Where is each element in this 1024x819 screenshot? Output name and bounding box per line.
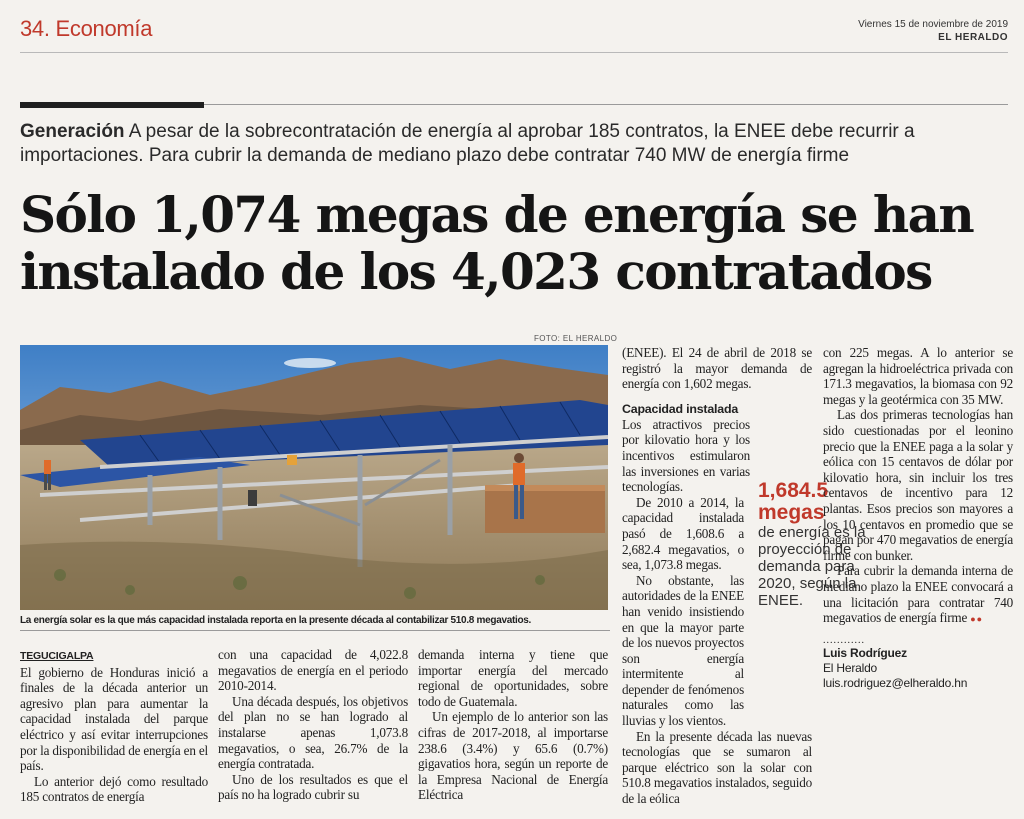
pull-quote-number: 1,684.5 megas <box>758 479 829 524</box>
article-deck <box>20 120 1010 168</box>
paragraph: Para cubrir la demanda interna de mediano plazo la ENEE convocará a una licitación para contratar 740 megavatios de energía firme <box>823 563 1013 626</box>
paragraph: Uno de los resultados es que el país no ha logrado cubrir su <box>218 771 408 803</box>
paragraph: demanda interna y tiene que importar energía del mercado regional de oportunidades, sobre todo de Guatemala. <box>418 647 608 709</box>
subheading: Capacidad instalada <box>622 401 739 416</box>
paragraph: con 225 megas. A lo anterior se agregan la hidroeléctrica privada con 171.3 megavatios, la biomasa con 92 megas y la geotérmica con 35 MW. <box>823 345 1013 407</box>
pull-quote-text: de energía es la proyección de demanda para 2020, según la ENEE. <box>758 524 866 609</box>
section-bar <box>20 102 204 108</box>
deck-label: Generación <box>20 121 125 142</box>
author-outlet: El Heraldo <box>823 660 878 675</box>
signature-divider: ............ <box>823 634 865 646</box>
deck-text: A pesar de la sobrecontratación de energía al aprobar 185 contratos, la ENEE debe recurrir a importaciones. Para cubrir la demanda de mediano plazo debe contratar 740 MW de energía firme <box>20 121 915 166</box>
issue-date-block <box>858 18 1008 44</box>
photo-caption: La energía solar es la que más capacidad instalada reporta en la presente década al contabilizar 510.8 megavatios. <box>20 615 532 626</box>
header-divider <box>20 52 1008 53</box>
article-column-3 <box>418 647 608 803</box>
paragraph: En la presente década las nuevas tecnologías que se sumaron al parque eléctrico son la solar con 510.8 megavatios instalados, seguido de la eólica <box>622 728 812 807</box>
dateline: TEGUCIGALPA <box>20 650 94 662</box>
article-column-2 <box>218 647 408 803</box>
section-divider <box>204 104 1008 105</box>
solar-plant-photo <box>20 345 608 610</box>
paragraph: Las dos primeras tecnologías han sido cuestionadas por el leonino precio que la ENEE paga a la solar y eólica con 15 centavos de dólar por kilovatio hora, sin incluir los tres centavos de incentivo para 12 plantas. Esos precios son mayores a los 10 centavos en promedio que se pagan por 470 megavatios de energía firme con bunker. <box>823 407 1013 563</box>
paragraph: Una década después, los objetivos del plan no se han logrado al instalarse apenas 1,073.8 megavatios, o sea, 26.7% de la energía contratada. <box>218 693 408 772</box>
newspaper-name: EL HERALDO <box>938 32 1008 43</box>
page-section-title: 34. Economía <box>20 16 153 41</box>
paragraph: Los atractivos precios por kilovatio hora y los incentivos estimularon las inversiones en varias tecnologías. <box>622 416 750 495</box>
article-column-5 <box>823 345 1013 691</box>
author-email[interactable]: luis.rodriguez@elheraldo.hn <box>823 675 968 690</box>
paragraph: No obstante, las autoridades de la ENEE han venido insistiendo en que la mayor parte de los nuevos proyectos son energía intermitente al depender de fenómenos naturales como las lluvias y los vientos. <box>622 572 744 729</box>
caption-divider <box>20 630 610 631</box>
end-mark-icon: ●● <box>970 614 984 625</box>
paragraph: con una capacidad de 4,022.8 megavatios de energía en el periodo 2010-2014. <box>218 647 408 694</box>
paragraph: Un ejemplo de lo anterior son las cifras de 2017-2018, al importarse 238.6 (3.4%) y 65.6 (0.7%) gigavatios hora, según un reporte de la Empresa Nacional de Energía Eléctrica <box>418 709 608 803</box>
paragraph: El gobierno de Honduras inició a finales de la década anterior un agresivo plan para aumentar la capacidad instalada del parque eléctrico y así evitar interrupciones por la disponibilidad de energía en el país. <box>20 664 208 774</box>
author-name: Luis Rodríguez <box>823 645 907 660</box>
issue-date: Viernes 15 de noviembre de 2019 <box>858 19 1008 30</box>
article-headline: Sólo 1,074 megas de energía se han instalado de los 4,023 contratados <box>20 185 974 301</box>
paragraph: De 2010 a 2014, la capacidad instalada pasó de 1,608.6 a 2,682.4 megavatios, o sea, 1,073.8 megas. <box>622 494 744 573</box>
paragraph: Lo anterior dejó como resultado 185 contratos de energía <box>20 773 208 805</box>
article-column-1 <box>20 647 208 805</box>
paragraph: (ENEE). El 24 de abril de 2018 se registró la mayor demanda de energía con 1,602 megas. <box>622 345 812 392</box>
photo-credit: FOTO: EL HERALDO <box>534 334 618 343</box>
